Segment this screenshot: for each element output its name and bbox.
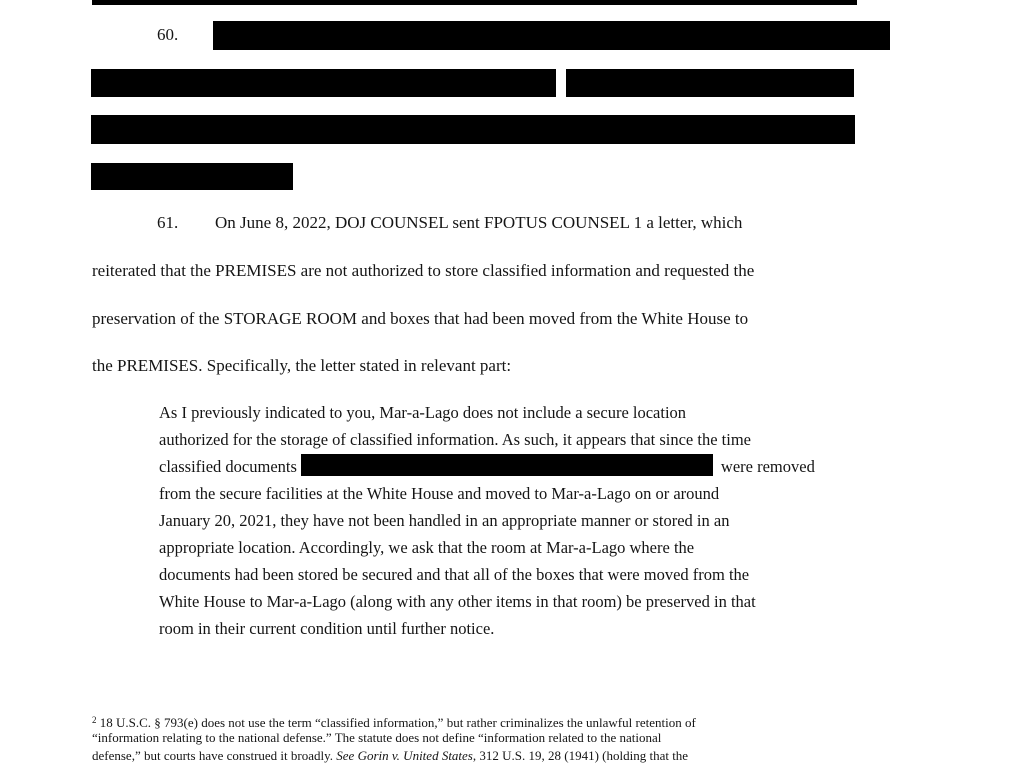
quote-line-before-redaction: classified documents — [159, 457, 297, 476]
paragraph-61-line1: On June 8, 2022, DOJ COUNSEL sent FPOTUS COUNSEL 1 a letter, which — [215, 213, 743, 232]
quote-line-after-redaction: were removed — [720, 457, 815, 476]
quote-line: As I previously indicated to you, Mar-a-Lago does not include a secure location — [159, 403, 687, 422]
redaction-p60-line1 — [213, 21, 890, 50]
footnote-line: “information relating to the national defense.” The statute does not define “information related to the national — [92, 730, 662, 745]
quote-line: room in their current condition until further notice. — [159, 619, 495, 638]
footnote-line — [92, 747, 992, 765]
footnote-text: defense,” but courts have construed it broadly. — [92, 748, 337, 763]
paragraph-61-line4: the PREMISES. Specifically, the letter stated in relevant part: — [92, 356, 512, 375]
redaction-p60-line4 — [91, 163, 293, 190]
redaction-quote-inline — [301, 454, 713, 476]
quote-line: January 20, 2021, they have not been handled in an appropriate manner or stored in an — [159, 511, 730, 530]
paragraph-61-line2: reiterated that the PREMISES are not authorized to store classified information and requested the — [92, 261, 755, 280]
footnote-2 — [92, 711, 992, 765]
quote-line: from the secure facilities at the White House and moved to Mar-a-Lago on or around — [159, 484, 720, 503]
quote-line: authorized for the storage of classified information. As such, it appears that since the time — [159, 430, 751, 449]
paragraph-61-number: 61. — [157, 213, 179, 232]
paragraph-61-line3: preservation of the STORAGE ROOM and boxes that had been moved from the White House to — [92, 309, 749, 328]
redaction-p60-line3 — [91, 115, 855, 144]
footnote-line — [92, 711, 992, 729]
letter-quote — [159, 399, 899, 642]
footnote-text: 18 U.S.C. § 793(e) does not use the term “classified information,” but rather criminalizes the unlawful retention of — [96, 715, 696, 730]
quote-line: documents had been stored be secured and that all of the boxes that were moved from the — [159, 565, 750, 584]
footnote-text: , 312 U.S. 19, 28 (1941) (holding that the — [472, 748, 689, 763]
quote-line: White House to Mar-a-Lago (along with any other items in that room) be preserved in that — [159, 592, 756, 611]
redaction-p60-line2a — [91, 69, 556, 97]
quote-line-redacted — [159, 453, 899, 480]
redaction-p60-line2b — [566, 69, 854, 97]
redaction-top — [92, 0, 857, 5]
paragraph-60-number: 60. — [157, 25, 179, 44]
footnote-marker: 2 — [92, 715, 97, 725]
footnote-citation: See Gorin v. United States — [336, 748, 473, 763]
quote-line: appropriate location. Accordingly, we ask that the room at Mar-a-Lago where the — [159, 538, 695, 557]
